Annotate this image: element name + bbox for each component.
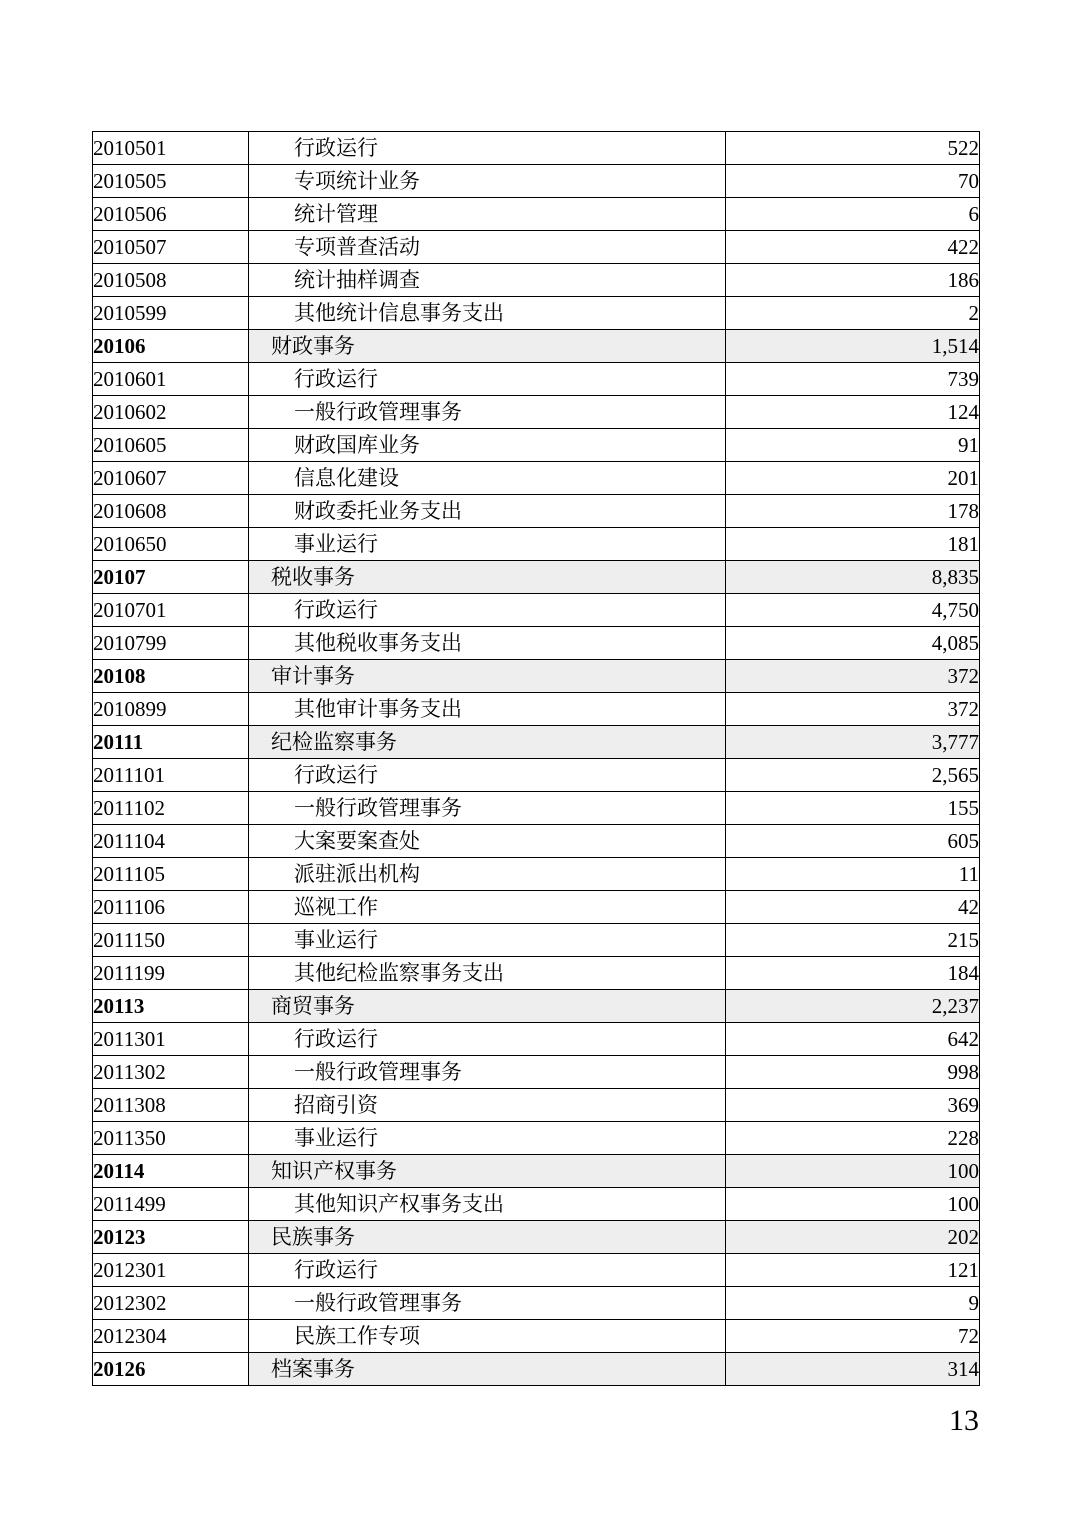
row-code-cell: 20107 — [93, 561, 249, 594]
row-name-cell: 行政运行 — [249, 1023, 726, 1056]
row-name-cell: 其他纪检监察事务支出 — [249, 957, 726, 990]
table-row — [93, 1353, 980, 1386]
row-name-cell: 其他知识产权事务支出 — [249, 1188, 726, 1221]
row-code-cell: 2010899 — [93, 693, 249, 726]
row-name-cell: 知识产权事务 — [249, 1155, 726, 1188]
row-value-cell: 124 — [726, 396, 980, 429]
table-row — [93, 528, 980, 561]
table-row — [93, 1320, 980, 1353]
row-value-cell: 178 — [726, 495, 980, 528]
row-value-cell: 121 — [726, 1254, 980, 1287]
row-name-cell: 行政运行 — [249, 363, 726, 396]
row-code-cell: 2010601 — [93, 363, 249, 396]
row-value-cell: 739 — [726, 363, 980, 396]
table-row — [93, 693, 980, 726]
row-code-cell: 2011301 — [93, 1023, 249, 1056]
row-code-cell: 2011102 — [93, 792, 249, 825]
row-name-cell: 商贸事务 — [249, 990, 726, 1023]
row-name-cell: 档案事务 — [249, 1353, 726, 1386]
row-name-cell: 统计抽样调查 — [249, 264, 726, 297]
row-name-cell: 行政运行 — [249, 1254, 726, 1287]
table-row — [93, 429, 980, 462]
row-name-cell: 事业运行 — [249, 528, 726, 561]
row-code-cell: 20106 — [93, 330, 249, 363]
table-row — [93, 495, 980, 528]
row-name-cell: 一般行政管理事务 — [249, 792, 726, 825]
table-row — [93, 858, 980, 891]
table-row — [93, 627, 980, 660]
row-value-cell: 215 — [726, 924, 980, 957]
row-code-cell: 20114 — [93, 1155, 249, 1188]
row-name-cell: 财政事务 — [249, 330, 726, 363]
row-code-cell: 2012304 — [93, 1320, 249, 1353]
row-code-cell: 2011199 — [93, 957, 249, 990]
row-value-cell: 2,565 — [726, 759, 980, 792]
row-code-cell: 2010605 — [93, 429, 249, 462]
row-value-cell: 70 — [726, 165, 980, 198]
table-row — [93, 462, 980, 495]
row-code-cell: 2011104 — [93, 825, 249, 858]
row-name-cell: 招商引资 — [249, 1089, 726, 1122]
row-name-cell: 事业运行 — [249, 1122, 726, 1155]
row-name-cell: 大案要案查处 — [249, 825, 726, 858]
row-value-cell: 11 — [726, 858, 980, 891]
table-row — [93, 165, 980, 198]
row-value-cell: 186 — [726, 264, 980, 297]
row-value-cell: 228 — [726, 1122, 980, 1155]
row-code-cell: 20113 — [93, 990, 249, 1023]
row-code-cell: 2011302 — [93, 1056, 249, 1089]
row-code-cell: 2010608 — [93, 495, 249, 528]
row-name-cell: 纪检监察事务 — [249, 726, 726, 759]
row-value-cell: 372 — [726, 693, 980, 726]
row-value-cell: 72 — [726, 1320, 980, 1353]
table-row — [93, 132, 980, 165]
row-value-cell: 201 — [726, 462, 980, 495]
row-code-cell: 2011308 — [93, 1089, 249, 1122]
row-name-cell: 行政运行 — [249, 759, 726, 792]
row-name-cell: 巡视工作 — [249, 891, 726, 924]
table-row — [93, 231, 980, 264]
row-name-cell: 一般行政管理事务 — [249, 1056, 726, 1089]
row-value-cell: 372 — [726, 660, 980, 693]
row-value-cell: 202 — [726, 1221, 980, 1254]
table-row — [93, 726, 980, 759]
row-value-cell: 8,835 — [726, 561, 980, 594]
row-code-cell: 2012301 — [93, 1254, 249, 1287]
table-row — [93, 792, 980, 825]
table-row — [93, 660, 980, 693]
row-name-cell: 事业运行 — [249, 924, 726, 957]
row-value-cell: 4,750 — [726, 594, 980, 627]
row-value-cell: 2,237 — [726, 990, 980, 1023]
row-value-cell: 314 — [726, 1353, 980, 1386]
row-code-cell: 20126 — [93, 1353, 249, 1386]
row-name-cell: 民族工作专项 — [249, 1320, 726, 1353]
row-code-cell: 2010607 — [93, 462, 249, 495]
table-row — [93, 396, 980, 429]
row-code-cell: 2010602 — [93, 396, 249, 429]
row-code-cell: 2010701 — [93, 594, 249, 627]
row-value-cell: 998 — [726, 1056, 980, 1089]
table-row — [93, 198, 980, 231]
row-name-cell: 信息化建设 — [249, 462, 726, 495]
row-code-cell: 2010507 — [93, 231, 249, 264]
row-value-cell: 100 — [726, 1155, 980, 1188]
table-row — [93, 1056, 980, 1089]
row-code-cell: 2010506 — [93, 198, 249, 231]
row-value-cell: 369 — [726, 1089, 980, 1122]
row-code-cell: 2011101 — [93, 759, 249, 792]
row-value-cell: 184 — [726, 957, 980, 990]
row-value-cell: 4,085 — [726, 627, 980, 660]
row-value-cell: 1,514 — [726, 330, 980, 363]
row-name-cell: 其他统计信息事务支出 — [249, 297, 726, 330]
table-row — [93, 363, 980, 396]
row-value-cell: 422 — [726, 231, 980, 264]
row-name-cell: 专项统计业务 — [249, 165, 726, 198]
table-row — [93, 990, 980, 1023]
row-value-cell: 42 — [726, 891, 980, 924]
table-row — [93, 330, 980, 363]
row-value-cell: 181 — [726, 528, 980, 561]
table-row — [93, 561, 980, 594]
table-row — [93, 924, 980, 957]
table-row — [93, 1155, 980, 1188]
table-row — [93, 759, 980, 792]
row-code-cell: 2011350 — [93, 1122, 249, 1155]
row-code-cell: 20108 — [93, 660, 249, 693]
row-name-cell: 一般行政管理事务 — [249, 1287, 726, 1320]
row-name-cell: 税收事务 — [249, 561, 726, 594]
row-code-cell: 2010799 — [93, 627, 249, 660]
row-name-cell: 派驻派出机构 — [249, 858, 726, 891]
table-row — [93, 594, 980, 627]
row-code-cell: 2011499 — [93, 1188, 249, 1221]
row-code-cell: 2012302 — [93, 1287, 249, 1320]
row-name-cell: 财政国库业务 — [249, 429, 726, 462]
table-row — [93, 1188, 980, 1221]
row-code-cell: 2010508 — [93, 264, 249, 297]
table-row — [93, 891, 980, 924]
table-row — [93, 1287, 980, 1320]
page-number: 13 — [949, 1404, 979, 1437]
row-value-cell: 642 — [726, 1023, 980, 1056]
table-row — [93, 264, 980, 297]
row-name-cell: 其他税收事务支出 — [249, 627, 726, 660]
table-row — [93, 1254, 980, 1287]
table-row — [93, 825, 980, 858]
table-row — [93, 1221, 980, 1254]
row-name-cell: 专项普查活动 — [249, 231, 726, 264]
row-name-cell: 财政委托业务支出 — [249, 495, 726, 528]
row-value-cell: 9 — [726, 1287, 980, 1320]
row-name-cell: 审计事务 — [249, 660, 726, 693]
table-row — [93, 1023, 980, 1056]
row-value-cell: 100 — [726, 1188, 980, 1221]
row-name-cell: 统计管理 — [249, 198, 726, 231]
row-name-cell: 行政运行 — [249, 132, 726, 165]
row-name-cell: 行政运行 — [249, 594, 726, 627]
row-value-cell: 155 — [726, 792, 980, 825]
row-code-cell: 2010505 — [93, 165, 249, 198]
row-value-cell: 522 — [726, 132, 980, 165]
row-code-cell: 2011150 — [93, 924, 249, 957]
row-code-cell: 2010599 — [93, 297, 249, 330]
table-row — [93, 297, 980, 330]
row-value-cell: 3,777 — [726, 726, 980, 759]
row-value-cell: 605 — [726, 825, 980, 858]
row-code-cell: 20111 — [93, 726, 249, 759]
row-code-cell: 2010650 — [93, 528, 249, 561]
row-code-cell: 2010501 — [93, 132, 249, 165]
row-name-cell: 一般行政管理事务 — [249, 396, 726, 429]
row-code-cell: 2011105 — [93, 858, 249, 891]
table-row — [93, 1089, 980, 1122]
table-row — [93, 957, 980, 990]
budget-table-body — [93, 132, 980, 1386]
row-value-cell: 91 — [726, 429, 980, 462]
table-row — [93, 1122, 980, 1155]
row-code-cell: 2011106 — [93, 891, 249, 924]
row-value-cell: 6 — [726, 198, 980, 231]
budget-table — [92, 131, 980, 1386]
row-name-cell: 民族事务 — [249, 1221, 726, 1254]
row-code-cell: 20123 — [93, 1221, 249, 1254]
row-value-cell: 2 — [726, 297, 980, 330]
row-name-cell: 其他审计事务支出 — [249, 693, 726, 726]
